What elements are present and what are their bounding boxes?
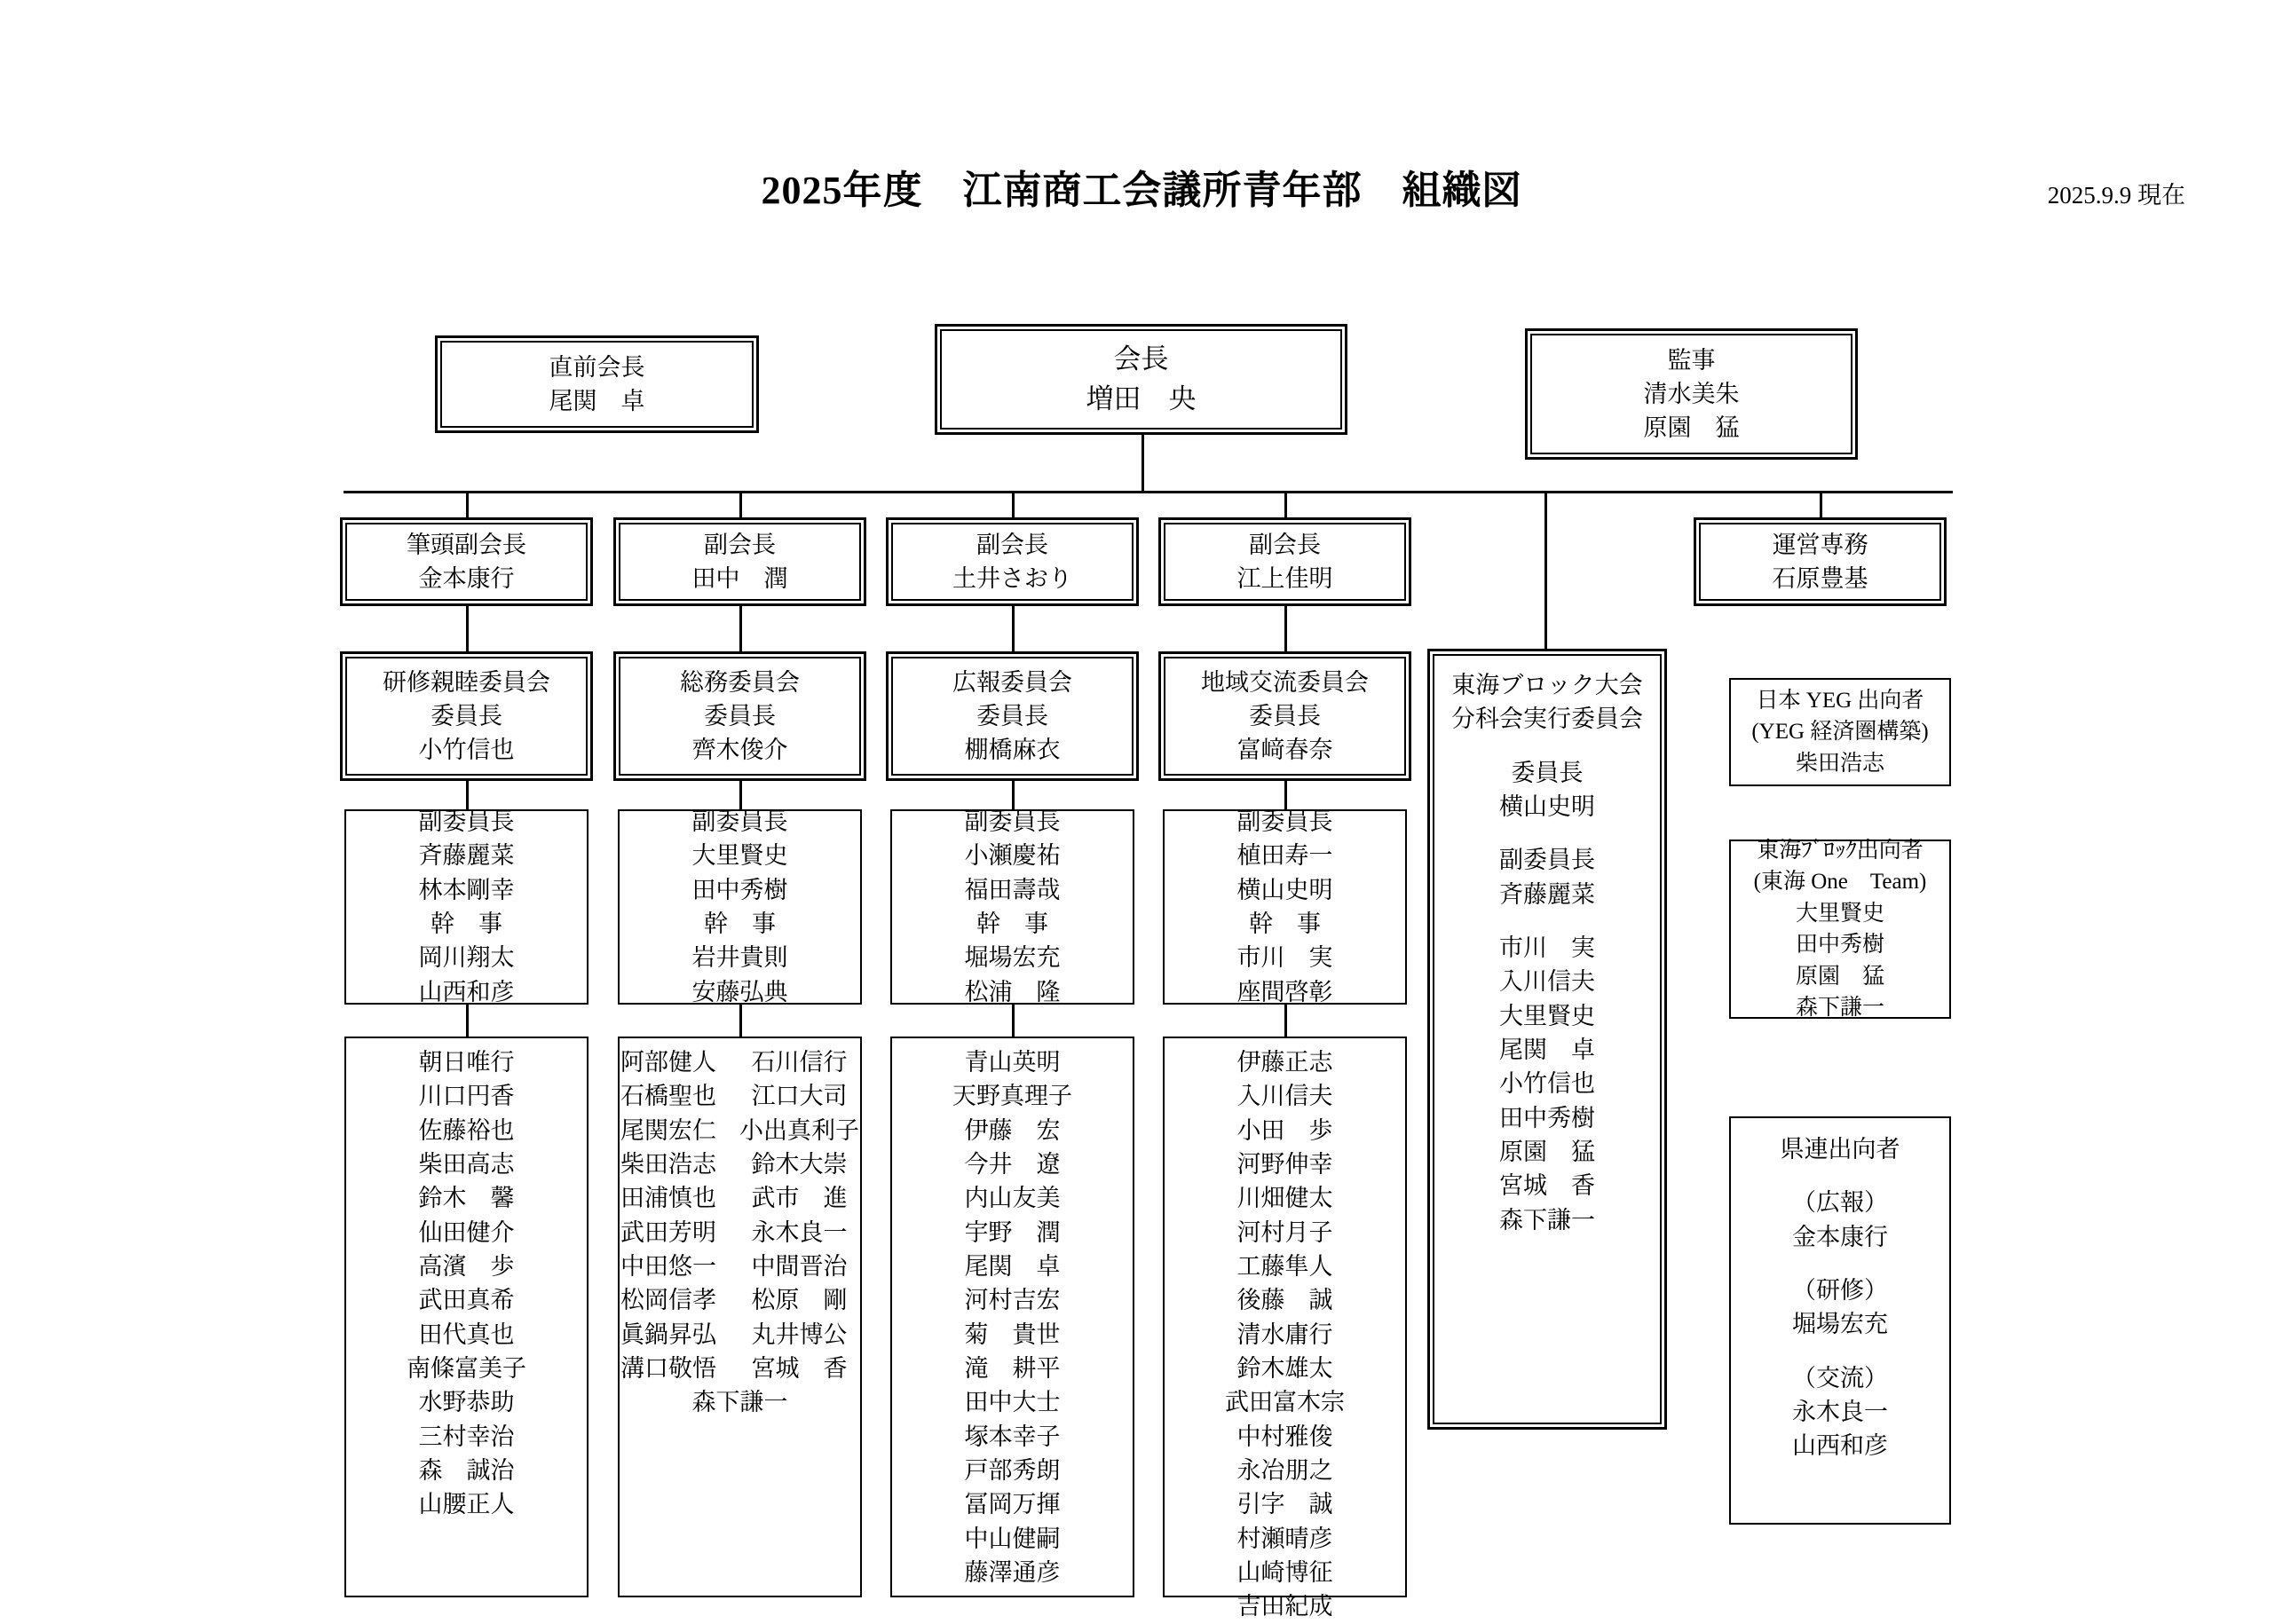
connector-main-bar (344, 491, 1953, 493)
executive-director-box (1694, 517, 1947, 606)
committee-box-3 (886, 651, 1139, 781)
committee-name-3: 広報委員会 (952, 668, 1072, 696)
member-name: 尾関 卓 (964, 1252, 1061, 1280)
member-name: 石橋聖也 (620, 1083, 716, 1110)
member-name: 中田悠一 (620, 1252, 716, 1280)
member-name: 三村幸治 (418, 1423, 515, 1450)
vice-chair-label-4: 副委員長 (1236, 808, 1333, 836)
secretary-name-2a: 岩井貴則 (691, 944, 788, 972)
secretary-label-3: 幹 事 (976, 911, 1048, 937)
member-list-4 (1165, 1038, 1405, 1624)
member-list-box-3 (890, 1037, 1134, 1597)
committee-chair-label-3: 委員長 (976, 702, 1048, 729)
member-name: 鈴木 馨 (418, 1185, 515, 1212)
tokai-dispatch-box (1729, 840, 1951, 1019)
secretary-label-2: 幹 事 (704, 911, 776, 937)
member-list-1 (346, 1038, 587, 1522)
member-name: 仙田健介 (418, 1218, 515, 1246)
prefecture-group-label-2: （研修） (1792, 1276, 1888, 1304)
secretary-label-1: 幹 事 (431, 911, 502, 937)
member-name: 武田富木宗 (1225, 1389, 1345, 1416)
connector-drop-vp-1 (466, 491, 469, 517)
member-name: 今井 遼 (964, 1150, 1061, 1178)
tokai-vice-name: 斉藤麗菜 (1499, 880, 1595, 908)
committee-chair-label-4: 委員長 (1249, 702, 1321, 729)
member-name: 小竹信也 (1499, 1070, 1595, 1098)
vice-president-role-4: 副会長 (1249, 531, 1321, 558)
member-name: 森下謙一 (691, 1389, 788, 1416)
tokai-vice-label: 副委員長 (1499, 847, 1595, 874)
member-name: 清水庸行 (1236, 1320, 1333, 1348)
member-name: 丸井博公 (751, 1320, 848, 1348)
secretary-label-4: 幹 事 (1249, 911, 1321, 937)
member-name: 鈴木大崇 (751, 1150, 848, 1178)
member-name: 武市 進 (751, 1185, 848, 1212)
member-name: 吉田紀成 (1236, 1593, 1333, 1620)
member-name: 阿部健人 (620, 1049, 716, 1076)
tokai-chair-name: 横山史明 (1499, 792, 1595, 820)
prefecture-group-name-3a: 永木良一 (1792, 1398, 1888, 1425)
connector-drop-vp-3 (1012, 491, 1015, 517)
member-name: 永木良一 (751, 1218, 848, 1246)
tokai-dispatch-subtitle: (東海 One Team) (1753, 870, 1927, 894)
page-title: 2025年度 江南商工会議所青年部 組織図 (761, 169, 1522, 212)
president-role: 会長 (1113, 343, 1169, 375)
prefecture-group-label-1: （広報） (1792, 1189, 1888, 1217)
vice-president-box-4 (1158, 517, 1411, 606)
vice-chair-label-2: 副委員長 (691, 808, 788, 836)
member-name: 森 誠治 (418, 1456, 515, 1484)
auditor-name-1: 清水美朱 (1643, 380, 1740, 407)
tokai-block-title-line-1: 東海ブロック大会 (1451, 672, 1643, 698)
tokai-dispatch-name-list (1731, 898, 1949, 1024)
member-list-box-2 (618, 1037, 862, 1597)
vice-president-role-2: 副会長 (704, 531, 776, 558)
prefecture-group-name-3b: 山西和彦 (1792, 1432, 1888, 1460)
member-name: 尾関 卓 (1499, 1036, 1595, 1063)
member-name: 伊藤正志 (1236, 1049, 1333, 1076)
member-name: 天野真理子 (952, 1083, 1072, 1110)
committee-chair-name-1: 小竹信也 (418, 737, 515, 764)
japan-yeg-subtitle: (YEG 経済圏構築) (1751, 720, 1929, 745)
member-name: 眞鍋昇弘 (620, 1320, 716, 1348)
auditor-role: 監事 (1667, 346, 1716, 374)
member-name: 田中秀樹 (1795, 933, 1884, 957)
member-name: 小出真利子 (739, 1116, 859, 1144)
member-list-2-right (739, 1045, 859, 1385)
vice-chair-name-1b: 林本剛幸 (418, 876, 515, 903)
member-name: 工藤隼人 (1236, 1252, 1333, 1280)
member-name: 内山友美 (964, 1185, 1061, 1212)
secretary-name-1a: 岡川翔太 (418, 944, 515, 972)
member-name: 山腰正人 (418, 1491, 515, 1518)
vice-chair-name-2b: 田中秀樹 (691, 876, 788, 903)
vice-chair-name-3a: 小瀬慶祐 (964, 842, 1061, 870)
committee-chair-name-4: 富﨑春奈 (1236, 737, 1333, 764)
connector-vp1-to-committee (466, 605, 469, 651)
member-name: 河村吉宏 (964, 1287, 1061, 1314)
executive-director-role: 運営専務 (1772, 531, 1868, 558)
member-name: 藤澤通彦 (964, 1558, 1061, 1586)
president-name: 増田 央 (1086, 382, 1197, 414)
member-name: 田代真也 (418, 1320, 515, 1348)
member-name: 武田真希 (418, 1287, 515, 1314)
member-name: 鈴木雄太 (1236, 1354, 1333, 1382)
connector-vp2-to-committee (739, 605, 742, 651)
member-name: 田浦慎也 (620, 1185, 716, 1212)
officers-box-4 (1163, 809, 1407, 1005)
tokai-dispatch-title: 東海ﾌﾞﾛｯｸ出向者 (1757, 838, 1924, 863)
committee-box-4 (1158, 651, 1411, 781)
member-name: 佐藤裕也 (418, 1116, 515, 1144)
member-name: 原園 猛 (1499, 1138, 1595, 1165)
connector-vp3-to-committee (1012, 605, 1015, 651)
connector-officers3-to-members (1012, 1005, 1015, 1037)
committee-name-1: 研修親睦委員会 (383, 668, 550, 696)
member-name: 川口円香 (418, 1083, 515, 1110)
connector-drop-tokai (1544, 491, 1547, 649)
member-name: 石川信行 (751, 1049, 848, 1076)
japan-yeg-dispatch-box (1729, 678, 1951, 786)
member-name: 戸部秀朗 (964, 1456, 1061, 1484)
member-list-2-tail (620, 1385, 860, 1419)
vice-president-name-4: 江上佳明 (1236, 565, 1333, 592)
tokai-block-box (1427, 649, 1667, 1430)
secretary-name-1b: 山西和彦 (418, 978, 515, 1005)
member-name: 大里賢史 (1795, 901, 1884, 926)
member-list-3 (892, 1038, 1133, 1589)
member-name: 森下謙一 (1499, 1206, 1595, 1234)
member-name: 水野恭助 (418, 1389, 515, 1416)
prefecture-title: 県連出向者 (1780, 1136, 1900, 1163)
vice-chair-name-4a: 植田寿一 (1236, 842, 1333, 870)
officers-box-3 (890, 809, 1134, 1005)
member-name: 冨岡万揮 (964, 1491, 1061, 1518)
member-name: 塚本幸子 (964, 1423, 1061, 1450)
member-name: 菊 貴世 (964, 1320, 1061, 1348)
japan-yeg-title: 日本 YEG 出向者 (1756, 688, 1924, 713)
member-name: 田中大士 (964, 1389, 1061, 1416)
member-name: 柴田高志 (418, 1150, 515, 1178)
committee-name-2: 総務委員会 (680, 668, 800, 696)
vice-president-box-1 (340, 517, 593, 606)
member-name: 柴田浩志 (620, 1150, 716, 1178)
member-name: 伊藤 宏 (964, 1116, 1061, 1144)
vice-chair-name-4b: 横山史明 (1236, 876, 1333, 903)
connector-drop-vp-2 (739, 491, 742, 517)
member-name: 中間晋治 (751, 1252, 848, 1280)
connector-officers2-to-members (739, 1005, 742, 1037)
member-name: 高濱 歩 (418, 1252, 515, 1280)
member-name: 引字 誠 (1236, 1491, 1333, 1518)
vice-president-role-3: 副会長 (976, 531, 1048, 558)
member-name: 河村月子 (1236, 1218, 1333, 1246)
member-name: 村瀬晴彦 (1236, 1525, 1333, 1552)
member-name: 小田 歩 (1236, 1116, 1333, 1144)
member-name: 後藤 誠 (1236, 1287, 1333, 1314)
vice-chair-name-3b: 福田壽哉 (964, 876, 1061, 903)
secretary-name-2b: 安藤弘典 (691, 978, 788, 1005)
auditor-name-2: 原園 猛 (1643, 414, 1740, 442)
member-name: 尾関宏仁 (620, 1116, 716, 1144)
member-name: 武田芳明 (620, 1218, 716, 1246)
connector-drop-exec-director (1820, 491, 1822, 517)
member-name: 中村雅俊 (1236, 1423, 1333, 1450)
secretary-name-4a: 市川 実 (1236, 944, 1333, 972)
member-name: 入川信夫 (1236, 1083, 1333, 1110)
president-box (935, 324, 1347, 435)
vice-chair-name-1a: 斉藤麗菜 (418, 842, 515, 870)
member-name: 朝日唯行 (418, 1049, 515, 1076)
as-of-date: 2025.9.9 現在 (2047, 182, 2185, 209)
auditor-box (1525, 328, 1858, 460)
prefecture-group-name-1a: 金本康行 (1792, 1223, 1888, 1250)
vice-president-name-1: 金本康行 (418, 565, 515, 592)
member-name: 田中秀樹 (1499, 1104, 1595, 1131)
connector-vp4-to-committee (1284, 605, 1287, 651)
connector-officers1-to-members (466, 1005, 469, 1037)
vice-president-box-3 (886, 517, 1139, 606)
vice-president-role-1: 筆頭副会長 (407, 531, 526, 558)
member-name: 河野伸幸 (1236, 1150, 1333, 1178)
member-list-2-left (620, 1045, 716, 1385)
member-name: 松岡信孝 (620, 1287, 716, 1314)
member-name: 原園 猛 (1795, 964, 1884, 989)
vice-chair-label-1: 副委員長 (418, 808, 515, 836)
committee-name-4: 地域交流委員会 (1201, 668, 1369, 696)
member-list-box-4 (1163, 1037, 1407, 1620)
committee-box-1 (340, 651, 593, 781)
member-name: 市川 実 (1499, 934, 1595, 961)
vice-president-name-2: 田中 潤 (691, 565, 788, 592)
committee-box-2 (613, 651, 866, 781)
past-president-box (435, 335, 759, 433)
prefecture-group-label-3: （交流） (1792, 1364, 1888, 1391)
past-president-role: 直前会長 (549, 353, 645, 381)
member-name: 江口大司 (751, 1083, 848, 1110)
member-name: 溝口敬悟 (620, 1354, 716, 1382)
past-president-name: 尾関 卓 (549, 388, 645, 414)
committee-chair-label-2: 委員長 (704, 702, 776, 729)
vice-president-name-3: 土井さおり (952, 565, 1072, 592)
member-name: 青山英明 (964, 1049, 1061, 1076)
member-name: 永冶朋之 (1236, 1456, 1333, 1484)
vice-chair-name-2a: 大里賢史 (691, 842, 788, 870)
secretary-name-3b: 松浦 隆 (964, 978, 1061, 1005)
member-name: 松原 剛 (751, 1287, 848, 1314)
member-name: 山崎博征 (1236, 1558, 1333, 1586)
member-name: 中山健嗣 (964, 1525, 1061, 1552)
member-list-2-columns (620, 1038, 860, 1385)
tokai-member-list (1434, 931, 1660, 1237)
member-name: 川畑健太 (1236, 1185, 1333, 1212)
connector-officers4-to-members (1284, 1005, 1287, 1037)
prefecture-group-name-2a: 堀場宏充 (1792, 1311, 1888, 1338)
tokai-chair-label: 委員長 (1511, 759, 1584, 786)
vice-president-box-2 (613, 517, 866, 606)
member-name: 大里賢史 (1499, 1002, 1595, 1029)
member-list-box-1 (344, 1037, 589, 1597)
secretary-name-4b: 座間啓彰 (1236, 978, 1333, 1005)
committee-chair-name-3: 棚橋麻衣 (964, 737, 1061, 764)
officers-box-1 (344, 809, 589, 1005)
member-name: 南條富美子 (407, 1354, 526, 1382)
member-name: 宮城 香 (751, 1354, 848, 1382)
tokai-block-title-line-2: 分科会実行委員会 (1451, 706, 1643, 733)
secretary-name-3a: 堀場宏充 (964, 944, 1061, 972)
japan-yeg-name-1: 柴田浩志 (1795, 751, 1884, 776)
member-name: 滝 耕平 (964, 1354, 1061, 1382)
committee-chair-name-2: 齊木俊介 (691, 737, 788, 764)
member-name: 宮城 香 (1499, 1172, 1595, 1200)
prefecture-dispatch-box (1729, 1116, 1951, 1525)
committee-chair-label-1: 委員長 (431, 702, 502, 729)
member-name: 宇野 潤 (964, 1218, 1061, 1246)
vice-chair-label-3: 副委員長 (964, 808, 1061, 836)
officers-box-2 (618, 809, 862, 1005)
executive-director-name: 石原豊基 (1772, 565, 1868, 592)
member-name: 森下謙一 (1795, 996, 1884, 1020)
connector-drop-vp-4 (1284, 491, 1287, 517)
member-name: 入川信夫 (1499, 968, 1595, 996)
